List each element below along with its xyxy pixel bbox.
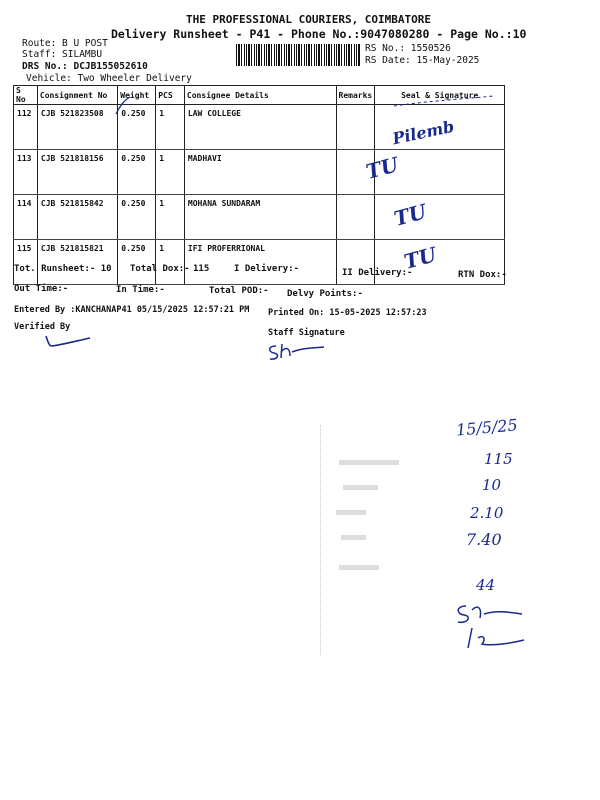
ii-delivery: II Delivery:-: [342, 268, 413, 278]
table-row: [14, 240, 505, 285]
entered-by: Entered By :KANCHANAP41 05/15/2025 12:57:21 PM: [14, 305, 250, 315]
col-header-pcs: PCS: [156, 86, 185, 105]
out-time: Out Time:-: [14, 284, 69, 294]
runsheet-table: [13, 85, 505, 285]
cell-remarks: [336, 105, 375, 150]
handwritten-note: 2.10: [470, 504, 504, 522]
cell-weight: 0.250: [118, 150, 156, 195]
signature-handwriting: Pilemb: [390, 116, 457, 149]
delvy-points: Delvy Points:-: [287, 289, 363, 299]
vehicle-label: Vehicle: Two Wheeler Delivery: [26, 73, 192, 84]
cell-consignee: LAW COLLEGE: [184, 105, 336, 150]
cell-weight: 0.250: [118, 240, 156, 285]
i-delivery: I Delivery:-: [234, 264, 300, 274]
cell-pcs: 1: [156, 195, 185, 240]
cell-signature: [363, 150, 505, 195]
col-header-consignment: Consignment No: [37, 86, 117, 105]
cell-sno: 113: [14, 150, 38, 195]
staff-signature-label: Staff Signature: [268, 328, 345, 338]
table-row: [14, 150, 505, 195]
rtn-dox: RTN Dox:-: [458, 270, 507, 280]
table-row: [14, 195, 505, 240]
handwritten-note: 44: [476, 576, 496, 594]
signature-handwriting: TU: [363, 152, 402, 184]
company-title: THE PROFESSIONAL COURIERS, COIMBATORE: [186, 13, 432, 26]
handwritten-note: 7.40: [466, 530, 502, 549]
handwritten-note: 115: [484, 450, 513, 468]
cell-weight: 0.250: [118, 195, 156, 240]
handwritten-signature-scribble: [452, 600, 532, 652]
cell-consignment: CJB 521815842: [37, 195, 117, 240]
col-header-remarks: Remarks: [336, 86, 375, 105]
signature-handwriting: TU: [391, 199, 430, 231]
cell-sno: 112: [14, 105, 38, 150]
verified-signature-scribble: [40, 332, 100, 350]
barcode: [236, 44, 360, 66]
rs-number: RS No.: 1550526: [365, 43, 451, 54]
cell-weight: 0.250: [118, 105, 156, 150]
cell-signature: [375, 195, 505, 240]
signature-handwriting: TU: [401, 242, 440, 274]
cell-sno: 114: [14, 195, 38, 240]
tot-runsheet: Tot. Runsheet:- 10: [14, 264, 112, 274]
handwritten-note: 10: [482, 476, 502, 494]
printed-on: Printed On: 15-05-2025 12:57:23: [268, 308, 427, 318]
col-header-signature: Seal & Signature: [375, 86, 505, 105]
total-dox-label: Total Dox:-: [130, 264, 190, 274]
verified-by: Verified By: [14, 322, 71, 332]
cell-pcs: 1: [156, 240, 185, 285]
cell-consignment: CJB 521823508: [37, 105, 117, 150]
total-dox-value: 115: [193, 264, 210, 274]
total-pod: Total POD:-: [209, 286, 269, 296]
pen-mark: [390, 92, 500, 112]
rs-date: RS Date: 15-May-2025: [365, 55, 480, 66]
handwritten-date: 15/5/25: [455, 415, 519, 440]
cell-consignee: MOHANA SUNDARAM: [184, 195, 336, 240]
route-label: Route: B U POST: [22, 38, 108, 49]
cell-consignment: CJB 521818156: [37, 150, 117, 195]
col-header-weight: Weight: [118, 86, 156, 105]
cell-consignment: CJB 521815821: [37, 240, 117, 285]
cell-pcs: 1: [156, 105, 185, 150]
staff-signature-scribble: [266, 340, 330, 362]
cell-remarks: [336, 195, 375, 240]
drs-number: DRS No.: DCJB155052610: [22, 61, 148, 72]
faint-bleed-through: [320, 425, 441, 655]
pen-mark: [112, 96, 132, 116]
col-header-sno: S No: [14, 86, 38, 105]
runsheet-title: Delivery Runsheet - P41 - Phone No.:9047080280 - Page No.:10: [111, 27, 527, 41]
cell-sno: 115: [14, 240, 38, 285]
staff-label: Staff: SILAMBU: [22, 49, 103, 60]
cell-pcs: 1: [156, 150, 185, 195]
col-header-consignee: Consignee Details: [184, 86, 336, 105]
in-time: In Time:-: [116, 285, 165, 295]
cell-consignee: IFI PROFERRIONAL: [184, 240, 336, 285]
cell-consignee: MADHAVI: [184, 150, 336, 195]
